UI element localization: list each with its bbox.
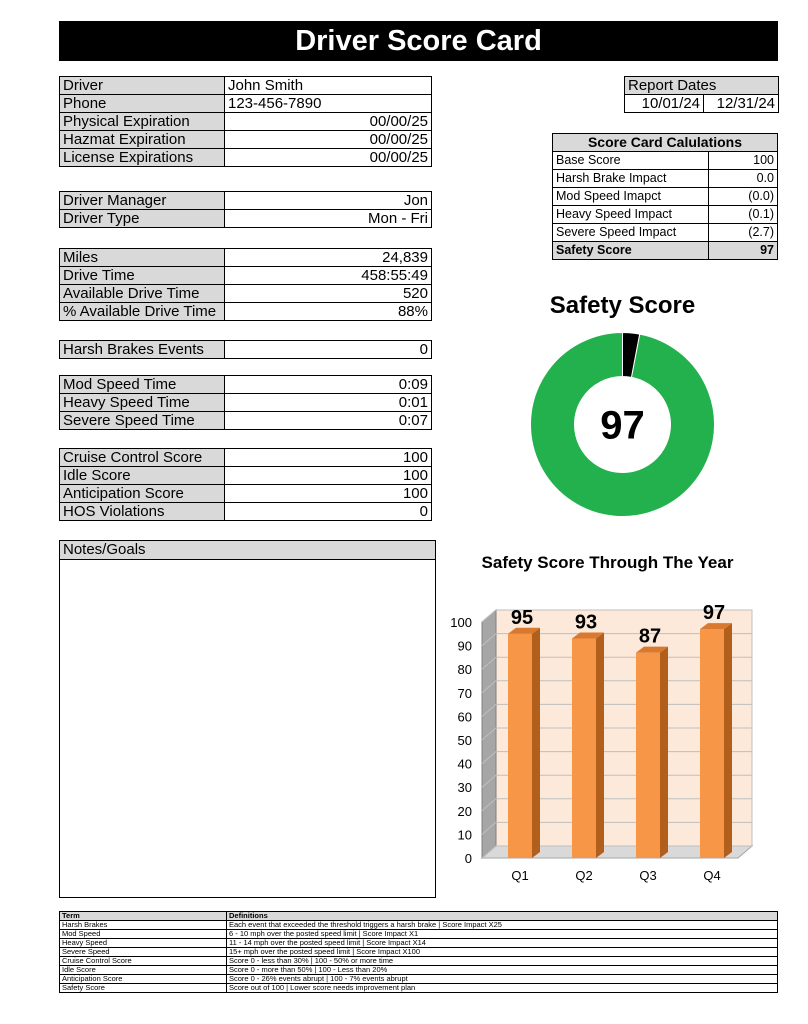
info-value: Jon <box>225 192 432 210</box>
safety-score-title: Safety Score <box>549 292 696 319</box>
info-row <box>60 249 432 267</box>
info-row <box>60 77 432 95</box>
info-label: Driver Manager <box>60 192 225 210</box>
calc-label: Mod Speed Imapct <box>553 188 709 206</box>
definition-row <box>60 921 778 930</box>
definition-text: 11 - 14 mph over the posted speed limit | Score Impact X14 <box>227 939 778 948</box>
info-value: 88% <box>225 303 432 321</box>
definition-text: Score out of 100 | Lower score needs improvement plan <box>227 984 778 993</box>
info-label: Anticipation Score <box>60 485 225 503</box>
info-value: 00/00/25 <box>225 131 432 149</box>
bar-side <box>724 623 732 858</box>
info-label: Idle Score <box>60 467 225 485</box>
definition-text: Score 0 - more than 50% | 100 - Less than 20% <box>227 966 778 975</box>
info-row <box>60 149 432 167</box>
info-label: Driver <box>60 77 225 95</box>
info-row <box>60 285 432 303</box>
info-row <box>60 376 432 394</box>
definition-row <box>60 957 778 966</box>
info-row <box>60 303 432 321</box>
x-tick-label: Q4 <box>703 868 721 883</box>
y-tick-label: 90 <box>457 638 472 654</box>
definition-row <box>60 930 778 939</box>
definition-row <box>60 939 778 948</box>
y-tick-label: 80 <box>457 662 472 678</box>
header-term: Term <box>60 912 227 921</box>
chart-title: Safety Score Through The Year <box>481 553 734 572</box>
info-label: % Available Drive Time <box>60 303 225 321</box>
calc-value: (2.7) <box>709 224 778 242</box>
calc-label: Base Score <box>553 152 709 170</box>
calc-label: Severe Speed Impact <box>553 224 709 242</box>
definition-text: 6 - 10 mph over the posted speed limit | Score Impact X1 <box>227 930 778 939</box>
bar-side <box>532 628 540 858</box>
score-info-table <box>59 448 432 521</box>
info-label: Physical Expiration <box>60 113 225 131</box>
info-label: Phone <box>60 95 225 113</box>
data-label: 93 <box>574 611 598 634</box>
y-tick-label: 30 <box>457 780 472 796</box>
definition-text: Score 0 - less than 30% | 100 - 50% or more time <box>227 957 778 966</box>
info-row <box>60 503 432 521</box>
definition-term: Safety Score <box>60 984 227 993</box>
notes-text <box>60 560 435 568</box>
safety-score-value: 97 <box>709 242 778 260</box>
info-row <box>60 192 432 210</box>
x-tick-label: Q2 <box>575 868 593 883</box>
y-tick-label: 100 <box>450 615 472 630</box>
info-value: John Smith <box>225 77 432 95</box>
manager-info-table <box>59 191 432 228</box>
calc-label: Harsh Brake Impact <box>553 170 709 188</box>
info-label: Hazmat Expiration <box>60 131 225 149</box>
calc-value: 0.0 <box>709 170 778 188</box>
y-tick-label: 20 <box>457 803 472 819</box>
info-row <box>60 95 432 113</box>
header-definition: Definitions <box>227 912 778 921</box>
info-row <box>60 113 432 131</box>
report-dates-label: Report Dates <box>625 77 779 95</box>
x-tick-label: Q3 <box>639 868 657 883</box>
safety-score-donut <box>520 322 725 527</box>
data-label: 95 <box>510 606 534 629</box>
info-row <box>60 485 432 503</box>
bar <box>572 639 596 858</box>
calc-value: 100 <box>709 152 778 170</box>
info-value: 100 <box>225 485 432 503</box>
info-row <box>60 131 432 149</box>
info-value: 123-456-7890 <box>225 95 432 113</box>
definition-text: Score 0 - 26% events abrupt | 100 - 7% events abrupt <box>227 975 778 984</box>
y-tick-label: 50 <box>457 733 472 748</box>
y-tick-label: 40 <box>457 756 472 772</box>
definitions-header <box>60 912 778 921</box>
speed-info-table <box>59 375 432 430</box>
bar-side <box>596 633 604 858</box>
data-label: 87 <box>638 625 662 648</box>
y-tick-label: 70 <box>457 685 472 701</box>
report-start-date: 10/01/24 <box>625 95 704 113</box>
info-value: 0 <box>225 341 432 359</box>
driver-info-table <box>59 76 432 167</box>
info-label: License Expirations <box>60 149 225 167</box>
calc-row <box>553 170 778 188</box>
info-label: Heavy Speed Time <box>60 394 225 412</box>
calc-row <box>553 188 778 206</box>
report-dates-table <box>624 76 779 113</box>
definition-text: 15+ mph over the posted speed limit | Score Impact X100 <box>227 948 778 957</box>
definition-row <box>60 984 778 993</box>
info-value: 0:09 <box>225 376 432 394</box>
info-label: Drive Time <box>60 267 225 285</box>
info-row <box>60 210 432 228</box>
info-label: Cruise Control Score <box>60 449 225 467</box>
calc-row <box>553 224 778 242</box>
info-row <box>60 267 432 285</box>
info-label: Driver Type <box>60 210 225 228</box>
info-value: 24,839 <box>225 249 432 267</box>
y-tick-label: 60 <box>457 709 472 725</box>
info-value: 100 <box>225 467 432 485</box>
info-label: Harsh Brakes Events <box>60 341 225 359</box>
y-tick-label: 0 <box>464 851 472 866</box>
info-row <box>60 394 432 412</box>
info-value: 0:01 <box>225 394 432 412</box>
definition-term: Anticipation Score <box>60 975 227 984</box>
info-label: Mod Speed Time <box>60 376 225 394</box>
report-end-date: 12/31/24 <box>704 95 779 113</box>
info-row <box>60 341 432 359</box>
score-calc-table <box>552 133 778 260</box>
page-title: Driver Score Card <box>59 21 778 61</box>
data-label: 97 <box>702 602 726 625</box>
calc-row <box>553 206 778 224</box>
drive-info-table <box>59 248 432 321</box>
definition-term: Harsh Brakes <box>60 921 227 930</box>
bar-side <box>660 647 668 858</box>
y-tick-label: 10 <box>457 827 472 843</box>
notes-label: Notes/Goals <box>60 541 435 560</box>
definition-term: Severe Speed <box>60 948 227 957</box>
definition-row <box>60 975 778 984</box>
calc-value: (0.1) <box>709 206 778 224</box>
info-value: 00/00/25 <box>225 113 432 131</box>
info-value: 0 <box>225 503 432 521</box>
info-label: HOS Violations <box>60 503 225 521</box>
info-value: 00/00/25 <box>225 149 432 167</box>
info-value: 100 <box>225 449 432 467</box>
info-value: 0:07 <box>225 412 432 430</box>
info-value: Mon - Fri <box>225 210 432 228</box>
info-label: Miles <box>60 249 225 267</box>
info-label: Available Drive Time <box>60 285 225 303</box>
definition-term: Mod Speed <box>60 930 227 939</box>
score-calc-title: Score Card Calulations <box>553 134 778 152</box>
bar <box>636 653 660 858</box>
donut-center-value: 97 <box>600 403 645 448</box>
definition-term: Cruise Control Score <box>60 957 227 966</box>
x-tick-label: Q1 <box>511 868 529 883</box>
info-label: Severe Speed Time <box>60 412 225 430</box>
bar <box>700 629 724 858</box>
safety-score-label: Safety Score <box>553 242 709 260</box>
quarterly-bar-chart <box>440 600 770 900</box>
calc-row <box>553 152 778 170</box>
definition-term: Heavy Speed <box>60 939 227 948</box>
definition-row <box>60 948 778 957</box>
calc-value: (0.0) <box>709 188 778 206</box>
definitions-table <box>59 911 778 993</box>
calc-label: Heavy Speed Impact <box>553 206 709 224</box>
info-value: 520 <box>225 285 432 303</box>
definition-text: Each event that exceeded the threshold triggers a harsh brake | Score Impact X25 <box>227 921 778 930</box>
brake-info-table <box>59 340 432 359</box>
definition-row <box>60 966 778 975</box>
info-row <box>60 412 432 430</box>
info-row <box>60 449 432 467</box>
bar <box>508 634 532 858</box>
info-value: 458:55:49 <box>225 267 432 285</box>
definition-term: Idle Score <box>60 966 227 975</box>
info-row <box>60 467 432 485</box>
notes-box[interactable] <box>59 540 436 898</box>
